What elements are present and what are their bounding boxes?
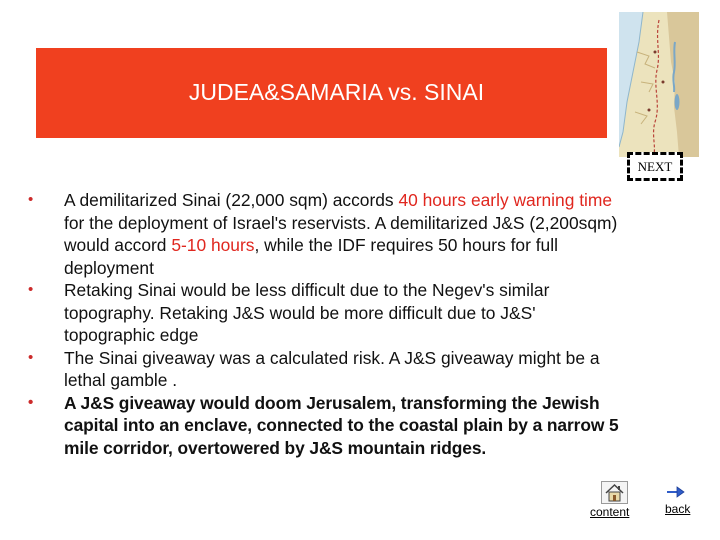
bullet-text: for the deployment of Israel's reservists. A demilitarized J&S (2,200sqm) would accord: [64, 212, 618, 255]
highlight-text: 5-10 hours: [171, 235, 255, 255]
list-item: [28, 279, 628, 347]
bullet-marker: •: [28, 281, 34, 298]
bullet-text: Retaking Sinai would be less difficult due to the Negev's similar topography. Retaking J&S would be more difficult due to J&S' topographic edge: [64, 280, 550, 345]
bullet-marker: •: [28, 191, 34, 208]
highlight-text: 40 hours early warning time: [398, 190, 613, 210]
bullet-text: , while the IDF requires 50 hours for full deployment: [64, 235, 558, 278]
next-button[interactable]: NEXT: [627, 152, 683, 181]
bullet-list: [28, 189, 628, 459]
bullet-text: The Sinai giveaway was a calculated risk. A J&S giveaway might be a lethal gamble .: [64, 347, 600, 390]
bullet-text: A demilitarized Sinai (22,000 sqm) accords: [64, 190, 399, 210]
back-arrow-icon[interactable]: [665, 482, 687, 502]
map-icon: [619, 12, 699, 157]
list-item: [28, 347, 628, 392]
israel-map-image: [619, 12, 699, 157]
slide-title: JUDEA&SAMARIA vs. SINAI: [188, 79, 485, 105]
list-item: [28, 392, 628, 460]
back-link[interactable]: back: [665, 502, 691, 516]
bullet-marker: •: [28, 348, 34, 366]
list-item: [28, 189, 628, 279]
home-icon[interactable]: [601, 481, 628, 504]
content-link[interactable]: content: [590, 505, 630, 519]
bullet-marker: •: [28, 393, 34, 411]
bullet-text: A J&S giveaway would doom Jerusalem, transforming the Jewish capital into an enclave, connected to the coastal plain by a narrow 5 mile corridor, overtowered by J&S mountain ridges.: [64, 392, 619, 458]
title-banner: [36, 48, 607, 138]
